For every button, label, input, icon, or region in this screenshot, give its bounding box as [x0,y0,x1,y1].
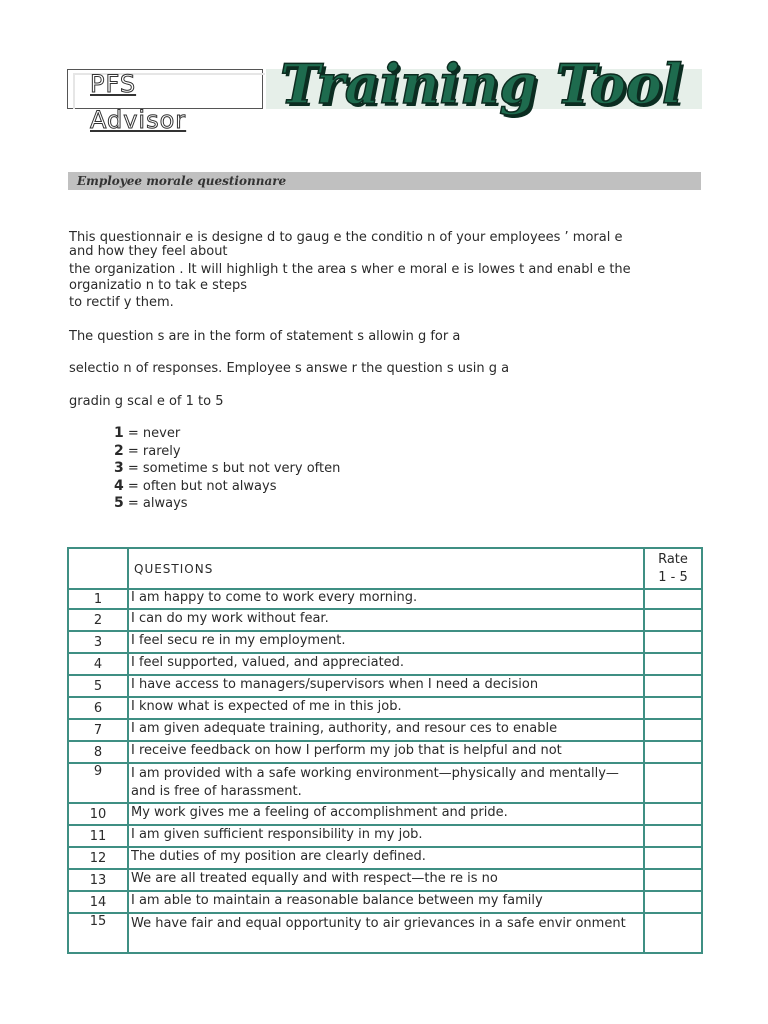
row-question-text: We have fair and equal opportunity to air grievances in a safe envir onment [131,916,626,931]
row-question-text: My work gives me a feeling of accomplishment and pride. [131,805,508,820]
table-row [68,803,702,825]
scale-number: 1 [114,425,124,441]
table-row [68,825,702,847]
row-question [128,913,644,953]
scale-label: = never [123,426,181,441]
intro-para-4: gradin g scal e of 1 to 5 [69,394,224,409]
rate-cell[interactable] [644,675,702,697]
row-question-text: I am given sufficient responsibility in my job. [131,827,423,842]
rate-cell[interactable] [644,763,702,803]
row-number: 7 [68,719,128,741]
scale-number: 2 [114,443,124,459]
table-row [68,763,702,803]
row-question [128,719,644,741]
rate-cell[interactable] [644,803,702,825]
scale-label: = sometime s but not very often [123,461,341,476]
row-question-text: I am provided with a safe working environment—physically and mentally—and is free of harassment. [131,766,619,799]
table-row [68,891,702,913]
scale-label: = often but not always [123,479,277,494]
row-question-text: We are all treated equally and with respect—the re is no [131,871,498,886]
table-row [68,609,702,631]
section-title: Employee morale questionnare [77,174,287,188]
table-row [68,869,702,891]
row-number: 3 [68,631,128,653]
scale-item [114,460,340,477]
intro-para-2: The question s are in the form of statement s allowin g for a [69,329,461,344]
header-num-cell [68,548,128,589]
rate-cell[interactable] [644,653,702,675]
row-question-text: I am happy to come to work every morning. [131,590,418,605]
scale-number: 3 [114,460,124,476]
header-rate-line2: 1 - 5 [658,569,688,585]
row-question-text: I can do my work without fear. [131,611,329,626]
row-question [128,869,644,891]
row-question [128,825,644,847]
row-question [128,589,644,609]
row-question [128,847,644,869]
row-question [128,891,644,913]
table-header-row [68,548,702,589]
row-number: 13 [68,869,128,891]
row-number: 1 [68,589,128,609]
intro-line-4: organizatio n to tak e steps [69,278,248,293]
rate-cell[interactable] [644,741,702,763]
row-question-text: I know what is expected of me in this job. [131,699,402,714]
row-number: 6 [68,697,128,719]
scale-label: = rarely [123,444,181,459]
intro-line-1: This questionnair e is designe d to gaug e the conditio n of your employees ’ moral e [69,230,623,245]
scale-item [114,495,188,512]
rate-cell[interactable] [644,631,702,653]
row-number: 14 [68,891,128,913]
scale-item [114,443,181,460]
scale-label: = always [123,496,188,511]
intro-line-5: to rectif y them. [69,295,174,310]
row-question-text: The duties of my position are clearly defined. [131,849,426,864]
rate-cell[interactable] [644,589,702,609]
row-question [128,803,644,825]
rate-cell[interactable] [644,913,702,953]
rate-cell[interactable] [644,891,702,913]
rate-cell[interactable] [644,609,702,631]
row-number: 9 [68,763,128,803]
rate-cell[interactable] [644,825,702,847]
row-question [128,675,644,697]
table-row [68,741,702,763]
logo-text-pfs: PFS [90,70,137,98]
row-number: 15 [68,913,128,953]
row-question-text: I have access to managers/supervisors when I need a decision [131,677,539,692]
row-question [128,609,644,631]
row-number: 2 [68,609,128,631]
table-row [68,653,702,675]
header-questions: QUESTIONS [128,548,644,589]
intro-line-3: the organization . It will highligh t the area s wher e moral e is lowes t and enabl e the [69,262,631,277]
table-row [68,631,702,653]
table-row [68,847,702,869]
row-number: 11 [68,825,128,847]
page-title: Training Tool [280,52,683,116]
row-question-text: I receive feedback on how I perform my job that is helpful and not [131,743,562,758]
row-question [128,631,644,653]
scale-number: 5 [114,495,124,511]
scale-item [114,478,276,495]
row-question [128,697,644,719]
intro-line-2: and how they feel about [69,244,228,259]
row-number: 5 [68,675,128,697]
row-question-text: I feel supported, valued, and appreciated. [131,655,405,670]
row-question-text: I am able to maintain a reasonable balance between my family [131,893,543,908]
table-row [68,675,702,697]
table-row [68,913,702,953]
table-row [68,589,702,609]
scale-item [114,425,180,442]
table-row [68,719,702,741]
rate-cell[interactable] [644,719,702,741]
header-rate [644,548,702,589]
rate-cell[interactable] [644,847,702,869]
row-number: 12 [68,847,128,869]
row-question-text: I feel secu re in my employment. [131,633,346,648]
logo-text-advisor: Advisor [90,106,187,134]
row-number: 4 [68,653,128,675]
header-rate-line1: Rate [658,551,688,567]
row-question [128,763,644,803]
rate-cell[interactable] [644,697,702,719]
questions-table [67,547,703,954]
row-question [128,653,644,675]
row-question-text: I am given adequate training, authority, and resour ces to enable [131,721,558,736]
intro-para-3: selectio n of responses. Employee s answe r the question s usin g a [69,361,510,376]
scale-number: 4 [114,478,124,494]
row-number: 10 [68,803,128,825]
row-question [128,741,644,763]
table-row [68,697,702,719]
rate-cell[interactable] [644,869,702,891]
row-number: 8 [68,741,128,763]
